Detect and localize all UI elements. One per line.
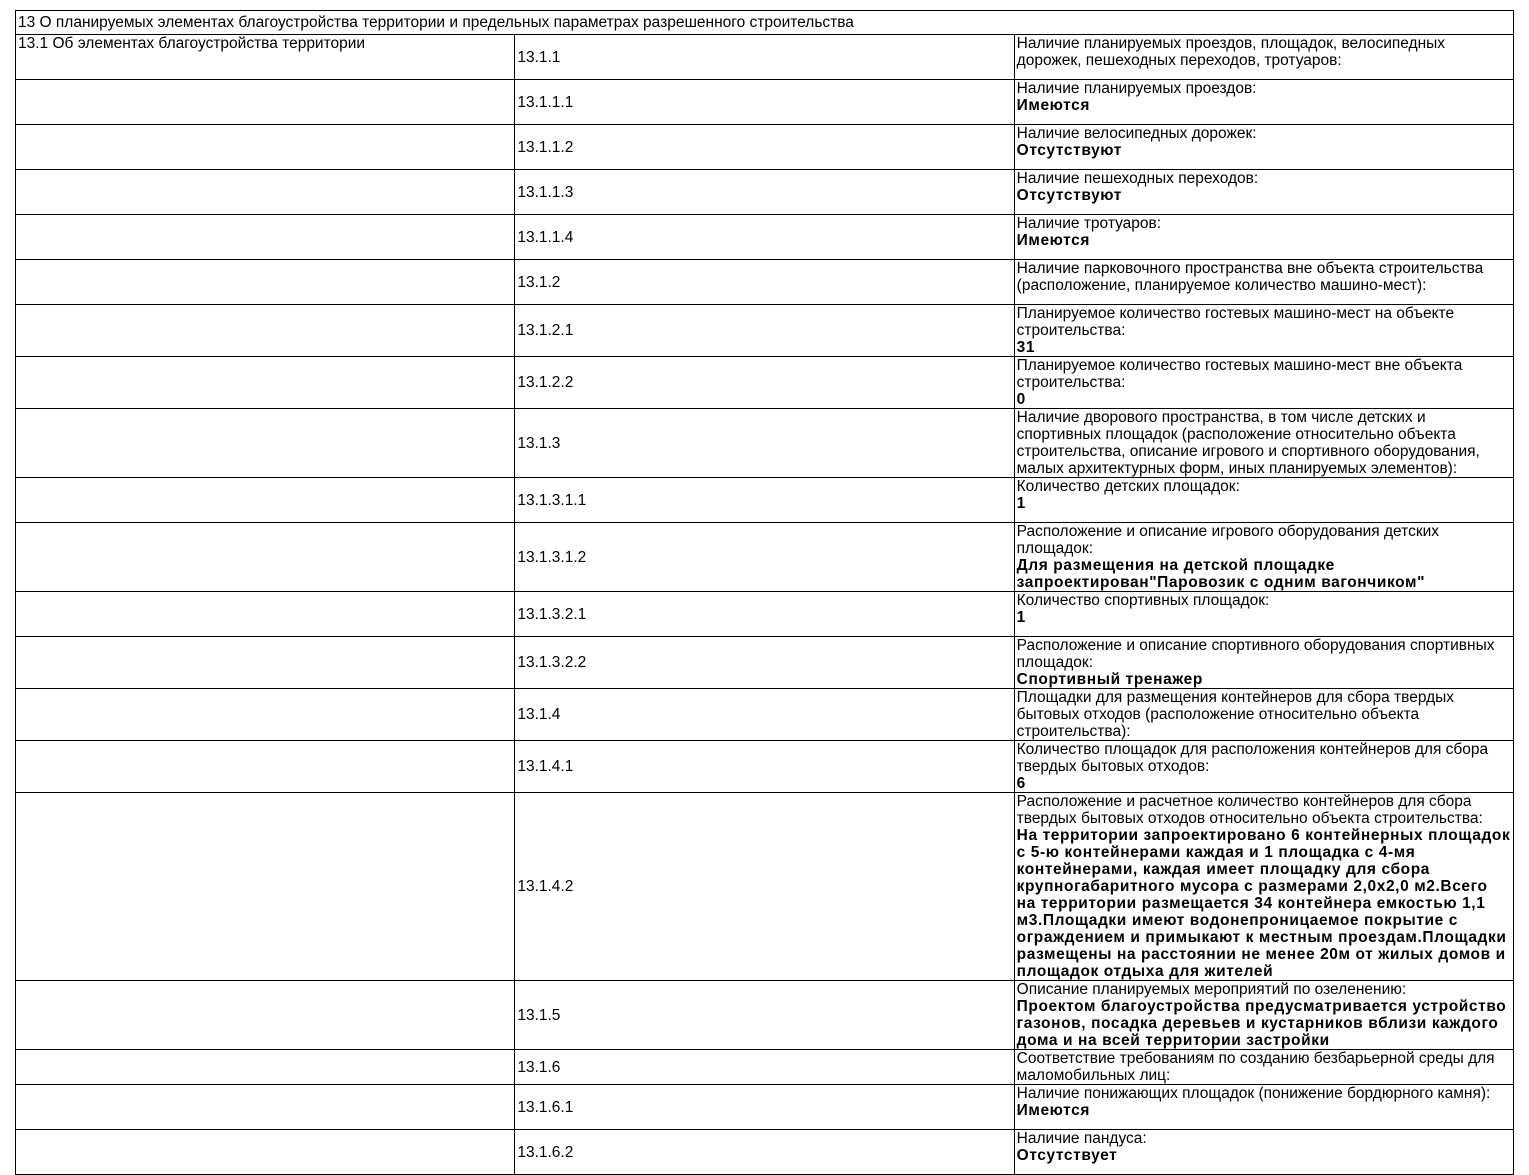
item-label: Наличие понижающих площадок (понижение бордюрного камня): (1016, 1085, 1491, 1102)
empty-cell (16, 592, 515, 637)
item-label: Планируемое количество гостевых машино-мест на объекте строительства: (1016, 305, 1455, 339)
item-label: Планируемое количество гостевых машино-мест вне объекта строительства: (1016, 357, 1463, 391)
item-content (1014, 409, 1513, 478)
empty-cell (16, 80, 515, 125)
empty-cell (16, 125, 515, 170)
item-label: Количество детских площадок: (1016, 478, 1240, 495)
item-label: Соответствие требованиям по созданию безбарьерной среды для маломобильных лиц: (1016, 1050, 1495, 1084)
item-code: 13.1.4.2 (515, 793, 1014, 981)
item-content (1014, 741, 1513, 793)
item-content (1014, 215, 1513, 260)
item-content (1014, 1050, 1513, 1085)
item-value: Имеются (1016, 232, 1090, 249)
item-code: 13.1.1.1 (515, 80, 1014, 125)
table-row (16, 793, 1514, 981)
item-content (1014, 981, 1513, 1050)
item-code: 13.1.3.1.2 (515, 523, 1014, 592)
item-label: Расположение и описание игрового оборудования детских площадок: (1016, 523, 1440, 557)
empty-cell (16, 741, 515, 793)
section-header-row (16, 11, 1514, 35)
item-content (1014, 689, 1513, 741)
item-value: Имеются (1016, 97, 1090, 114)
item-label: Описание планируемых мероприятий по озеленению: (1016, 981, 1407, 998)
item-value: Отсутствуют (1016, 187, 1122, 204)
table-row (16, 260, 1514, 305)
item-code: 13.1.4 (515, 689, 1014, 741)
item-label: Площадки для размещения контейнеров для сбора твердых бытовых отходов (расположение относительно объекта строительства): (1016, 689, 1455, 740)
item-value: Спортивный тренажер (1016, 671, 1203, 688)
table-row (16, 478, 1514, 523)
item-label: Наличие тротуаров: (1016, 215, 1162, 232)
item-content (1014, 35, 1513, 80)
item-content (1014, 523, 1513, 592)
item-value: 1 (1016, 495, 1026, 512)
empty-cell (16, 981, 515, 1050)
table-row (16, 305, 1514, 357)
item-content (1014, 260, 1513, 305)
empty-cell (16, 637, 515, 689)
table-row (16, 523, 1514, 592)
item-label: Наличие дворового пространства, в том числе детских и спортивных площадок (расположение относительно объекта строительства, описание игрового и спортивного оборудования, малых архитектурных форм, иных планируемых элементов): (1016, 409, 1480, 477)
item-value: 31 (1016, 339, 1036, 356)
item-content (1014, 125, 1513, 170)
section-header: 13 О планируемых элементах благоустройства территории и предельных параметрах разрешенного строительства (16, 11, 1514, 35)
document-table-wrapper (15, 10, 1514, 1175)
table-row (16, 80, 1514, 125)
item-value: Для размещения на детской площадке запроектирован"Паровозик с одним вагончиком" (1016, 557, 1426, 591)
empty-cell (16, 1130, 515, 1175)
item-label: Наличие парковочного пространства вне объекта строительства (расположение, планируемое количество машино-мест): (1016, 260, 1484, 294)
empty-cell (16, 793, 515, 981)
item-value: 1 (1016, 609, 1026, 626)
table-row (16, 1050, 1514, 1085)
item-code: 13.1.1.4 (515, 215, 1014, 260)
item-content (1014, 1130, 1513, 1175)
item-code: 13.1.6.1 (515, 1085, 1014, 1130)
table-row (16, 170, 1514, 215)
item-label: Расположение и расчетное количество контейнеров для сбора твердых бытовых отходов относительно объекта строительства: (1016, 793, 1483, 827)
table-row (16, 1130, 1514, 1175)
item-content (1014, 478, 1513, 523)
item-label: Наличие планируемых проездов, площадок, велосипедных дорожек, пешеходных переходов, тротуаров: (1016, 35, 1446, 69)
empty-cell (16, 689, 515, 741)
table-row (16, 592, 1514, 637)
item-code: 13.1.2 (515, 260, 1014, 305)
item-label: Наличие пешеходных переходов: (1016, 170, 1259, 187)
item-content (1014, 592, 1513, 637)
item-label: Количество спортивных площадок: (1016, 592, 1270, 609)
item-code: 13.1.2.1 (515, 305, 1014, 357)
item-label: Наличие велосипедных дорожек: (1016, 125, 1257, 142)
empty-cell (16, 523, 515, 592)
item-code: 13.1.6 (515, 1050, 1014, 1085)
item-code: 13.1.3.2.2 (515, 637, 1014, 689)
empty-cell (16, 215, 515, 260)
item-code: 13.1.1 (515, 35, 1014, 80)
item-content (1014, 1085, 1513, 1130)
item-content (1014, 305, 1513, 357)
item-content (1014, 637, 1513, 689)
table-row (16, 981, 1514, 1050)
table-row (16, 637, 1514, 689)
empty-cell (16, 260, 515, 305)
empty-cell (16, 1085, 515, 1130)
item-content (1014, 357, 1513, 409)
item-value: 0 (1016, 391, 1026, 408)
table-row (16, 125, 1514, 170)
item-code: 13.1.4.1 (515, 741, 1014, 793)
table-row (16, 689, 1514, 741)
item-label: Количество площадок для расположения контейнеров для сбора твердых бытовых отходов: (1016, 741, 1489, 775)
item-code: 13.1.1.3 (515, 170, 1014, 215)
table-row (16, 741, 1514, 793)
item-code: 13.1.2.2 (515, 357, 1014, 409)
item-content (1014, 793, 1513, 981)
item-label: Наличие пандуса: (1016, 1130, 1147, 1147)
empty-cell (16, 409, 515, 478)
subsection-label: 13.1 Об элементах благоустройства территории (16, 35, 515, 80)
table-row (16, 357, 1514, 409)
table-row (16, 35, 1514, 80)
item-content (1014, 170, 1513, 215)
item-code: 13.1.6.2 (515, 1130, 1014, 1175)
table-row (16, 215, 1514, 260)
item-value: На территории запроектировано 6 контейнерных площадок с 5-ю контейнерами каждая и 1 площадка с 4-мя контейнерами, каждая имеет площадку для сбора крупногабаритного мусора с размерами 2,0х2,0 м2.Всего на территории размещается 34 контейнера емкостью 1,1 м3.Площадки имеют водонепроницаемое покрытие с ограждением и примыкают к местным проездам.Площадки размещены на расстоянии не менее 20м от жилых домов и площадок отдыха для жителей (1016, 827, 1511, 980)
table-row (16, 409, 1514, 478)
improvement-elements-table (15, 10, 1514, 1175)
item-label: Расположение и описание спортивного оборудования спортивных площадок: (1016, 637, 1495, 671)
item-code: 13.1.3.2.1 (515, 592, 1014, 637)
table-row (16, 1085, 1514, 1130)
item-content (1014, 80, 1513, 125)
item-value: 6 (1016, 775, 1026, 792)
item-value: Имеются (1016, 1102, 1090, 1119)
item-label: Наличие планируемых проездов: (1016, 80, 1257, 97)
empty-cell (16, 357, 515, 409)
empty-cell (16, 1050, 515, 1085)
item-code: 13.1.3 (515, 409, 1014, 478)
item-code: 13.1.3.1.1 (515, 478, 1014, 523)
item-value: Отсутствуют (1016, 142, 1122, 159)
empty-cell (16, 305, 515, 357)
item-value: Проектом благоустройства предусматривается устройство газонов, посадка деревьев и кустарников вблизи каждого дома и на всей территории застройки (1016, 998, 1507, 1049)
item-code: 13.1.5 (515, 981, 1014, 1050)
item-value: Отсутствует (1016, 1147, 1118, 1164)
empty-cell (16, 170, 515, 215)
empty-cell (16, 478, 515, 523)
item-code: 13.1.1.2 (515, 125, 1014, 170)
